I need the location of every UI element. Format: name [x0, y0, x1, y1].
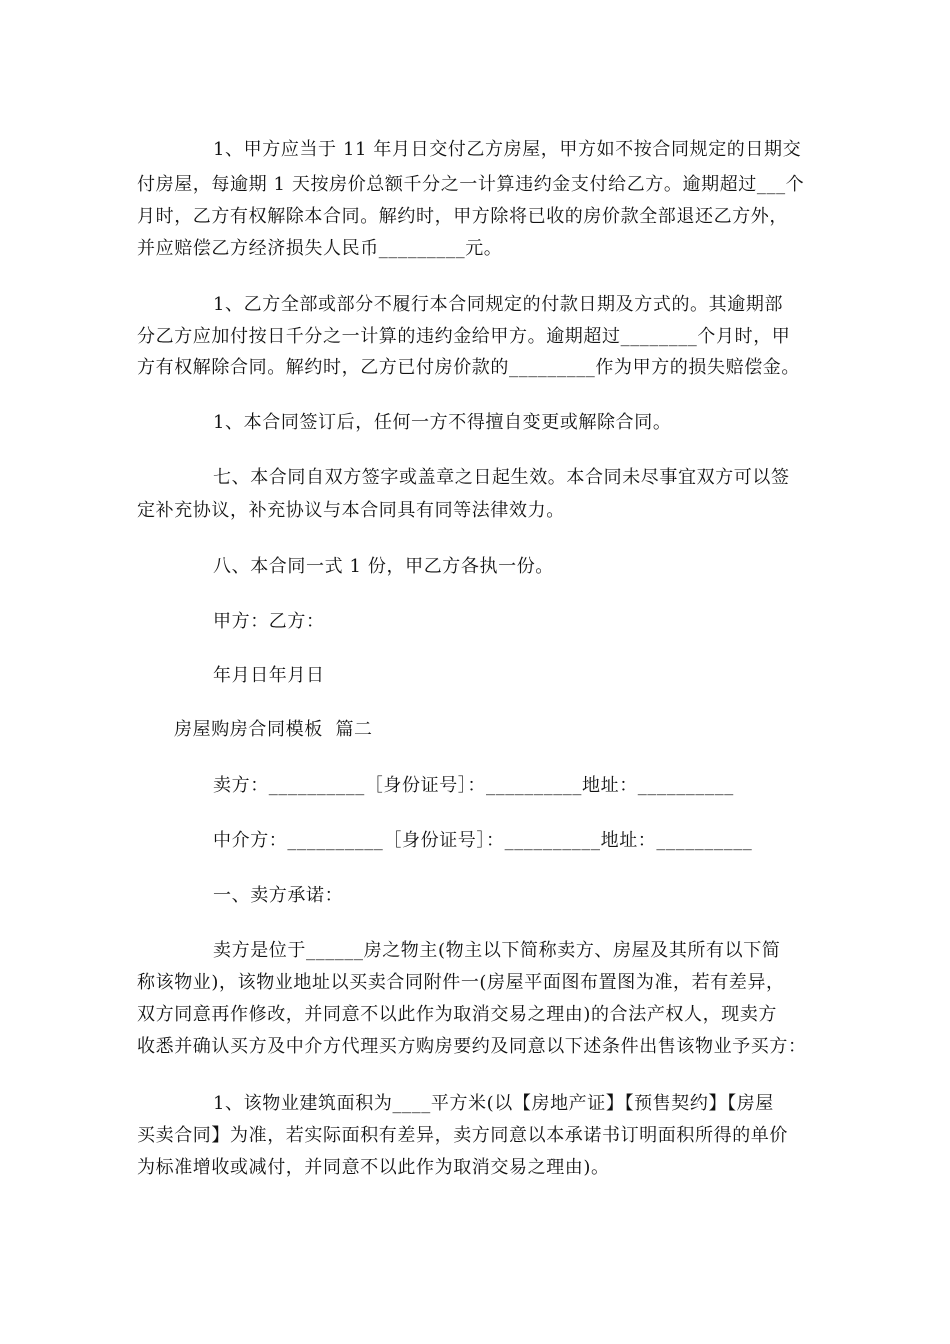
clause-delivery-line: 月时，乙方有权解除本合同。解约时，甲方除将已收的房价款全部退还乙方外，: [137, 206, 788, 227]
clause-payment-line: 分乙方应加付按日千分之一计算的违约金给甲方。逾期超过________个月时，甲: [137, 326, 791, 347]
clause-seven-line: 七、本合同自双方签字或盖章之日起生效。本合同未尽事宜双方可以签: [213, 467, 790, 488]
clause-payment-line: 1、乙方全部或部分不履行本合同规定的付款日期及方式的。其逾期部: [213, 294, 784, 315]
clause-seven-line: 定补充协议，补充协议与本合同具有同等法律效力。: [137, 500, 565, 521]
seller-promise-line: 收悉并确认买方及中介方代理买方购房要约及同意以下述条件出售该物业予买方：: [137, 1036, 807, 1057]
clause-area-line: 买卖合同】为准，若实际面积有差异，卖方同意以本承诺书订明面积所得的单价: [137, 1125, 788, 1146]
seller-promise-line: 称该物业)，该物业地址以买卖合同附件一(房屋平面图布置图为准，若有差异，: [137, 972, 785, 993]
seller-promise-line: 双方同意再作修改，并同意不以此作为取消交易之理由)的合法产权人，现卖方: [137, 1004, 778, 1025]
clause-area-line: 1、该物业建筑面积为____平方米(以【房地产证】【预售契约】【房屋: [213, 1093, 774, 1114]
agent-line: 中介方：__________［身份证号］：__________地址：__________: [213, 830, 753, 851]
clause-no-change: 1、本合同签订后，任何一方不得擅自变更或解除合同。: [213, 412, 672, 433]
clause-delivery-line: 并应赔偿乙方经济损失人民币_________元。: [137, 238, 503, 259]
section-two-title: 房屋购房合同模板 篇二: [174, 719, 373, 740]
seller-line: 卖方：__________［身份证号］：__________地址：__________: [213, 775, 734, 796]
signature-dates: 年月日年月日: [213, 665, 325, 686]
clause-payment-line: 方有权解除合同。解约时，乙方已付房价款的_________作为甲方的损失赔偿金。: [137, 357, 800, 378]
seller-promise-heading: 一、卖方承诺：: [213, 885, 344, 906]
clause-eight: 八、本合同一式 1 份，甲乙方各执一份。: [213, 556, 554, 577]
clause-delivery-line: 付房屋，每逾期 1 天按房价总额千分之一计算违约金支付给乙方。逾期超过___个: [137, 174, 805, 195]
party-signatures: 甲方：乙方：: [213, 611, 325, 632]
seller-promise-line: 卖方是位于______房之物主(物主以下简称卖方、房屋及其所有以下简: [213, 940, 781, 961]
clause-area-line: 为标准增收或减付，并同意不以此作为取消交易之理由)。: [137, 1157, 610, 1178]
clause-delivery-line: 1、甲方应当于 11 年月日交付乙方房屋，甲方如不按合同规定的日期交: [213, 139, 802, 160]
